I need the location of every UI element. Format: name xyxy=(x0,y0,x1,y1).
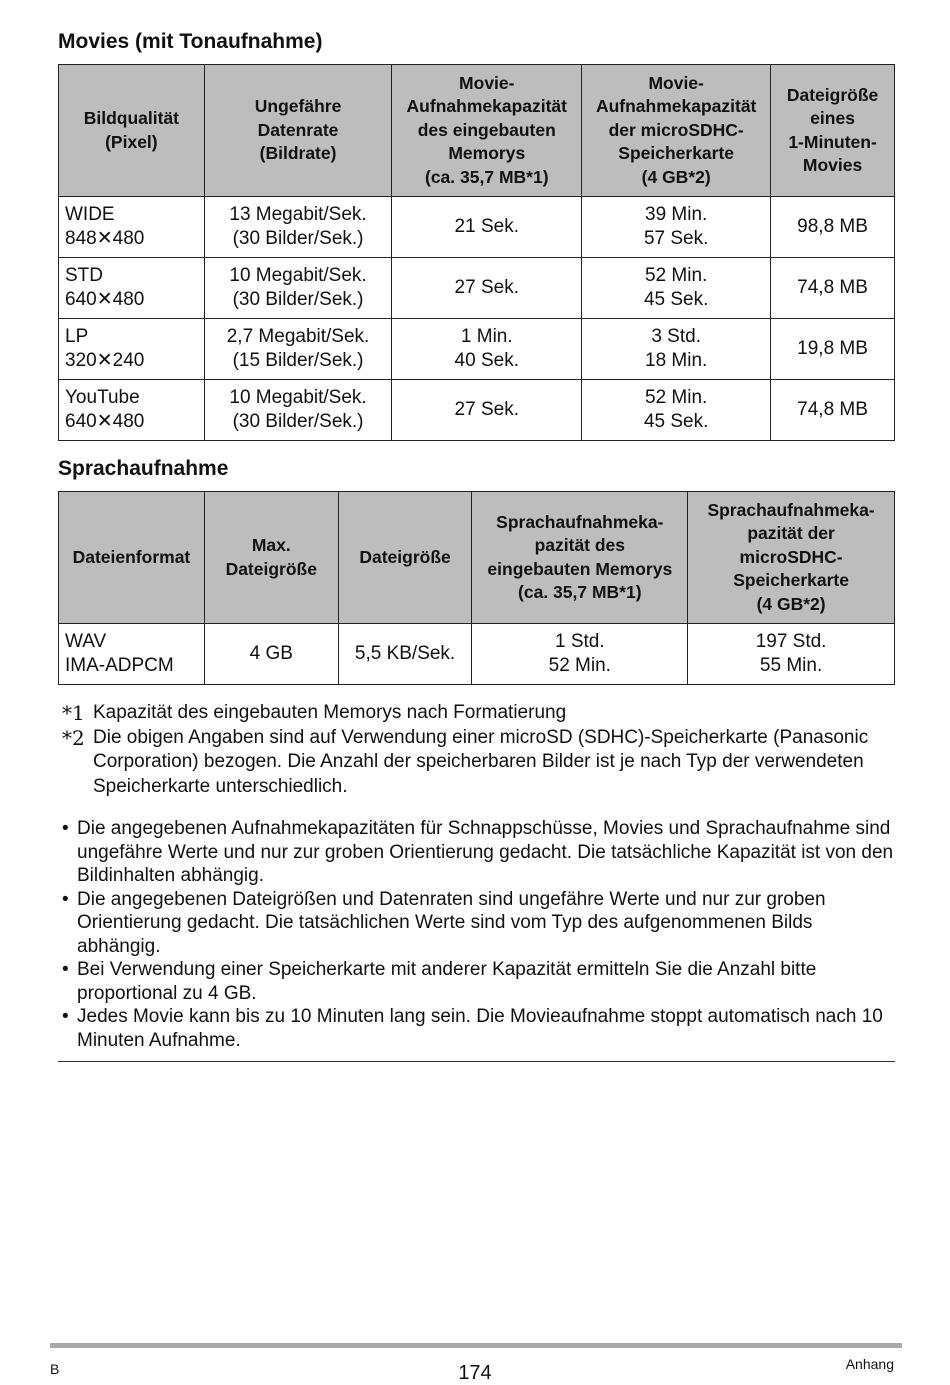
footer-language-code: B xyxy=(50,1361,60,1377)
table-cell: 27 Sek. xyxy=(392,258,582,319)
table-cell: STD 640✕480 xyxy=(59,258,205,319)
table-cell: 1 Std. 52 Min. xyxy=(472,624,688,685)
table-row xyxy=(59,258,895,319)
table-header-row xyxy=(59,65,895,197)
table-cell: 52 Min. 45 Sek. xyxy=(582,380,771,441)
header-kapazitaet-memory: Movie- Aufnahmekapazität des eingebauten Memorys (ca. 35,7 MB*1) xyxy=(392,65,582,197)
section-title-sprachaufnahme: Sprachaufnahme xyxy=(58,457,229,480)
table-row xyxy=(59,380,895,441)
list-item-text: Die angegebenen Aufnahmekapazitäten für Schnappschüsse, Movies und Sprachaufnahme sind ungefähre Werte und nur zur groben Orientierung gedacht. Die tatsächliche Kapazität ist von den Bildinhalten abhängig. xyxy=(77,818,894,886)
table-cell: WIDE 848✕480 xyxy=(59,197,205,258)
footnote-mark: *1 xyxy=(62,701,85,725)
bullet-icon: • xyxy=(62,1006,69,1027)
table-cell: 4 GB xyxy=(204,624,338,685)
footnote-mark: *2 xyxy=(62,725,85,750)
table-cell: 5,5 KB/Sek. xyxy=(338,624,472,685)
list-item-text: Bei Verwendung einer Speicherkarte mit anderer Kapazität ermitteln Sie die Anzahl bitte proportional zu 4 GB. xyxy=(77,959,817,1004)
table-cell: 74,8 MB xyxy=(771,380,895,441)
header-datenrate: Ungefähre Datenrate (Bildrate) xyxy=(204,65,392,197)
table-cell: 1 Min. 40 Sek. xyxy=(392,319,582,380)
list-item xyxy=(62,888,897,959)
bullet-icon: • xyxy=(62,888,69,910)
footnote xyxy=(62,726,902,800)
table-cell: 74,8 MB xyxy=(771,258,895,319)
header-kapazitaet-karte: Movie- Aufnahmekapazität der microSDHC- Speicherkarte (4 GB*2) xyxy=(582,65,771,197)
footer-bar xyxy=(50,1343,902,1348)
table-cell: 13 Megabit/Sek. (30 Bilder/Sek.) xyxy=(204,197,392,258)
footnote-text: Die obigen Angaben sind auf Verwendung einer microSD (SDHC)-Speicherkarte (Panasonic Corporation) bezogen. Die Anzahl der speicherbaren Bilder ist je nach Typ der verwendeten Speicherkarte unterschiedlich. xyxy=(93,726,869,797)
header-kapazitaet-karte: Sprachaufnahmeka- pazität der microSDHC- Speicherkarte (4 GB*2) xyxy=(688,492,895,624)
header-kapazitaet-memory: Sprachaufnahmeka- pazität des eingebauten Memorys (ca. 35,7 MB*1) xyxy=(472,492,688,624)
sprachaufnahme-table xyxy=(58,491,895,685)
table-row xyxy=(59,319,895,380)
table-cell: 39 Min. 57 Sek. xyxy=(582,197,771,258)
table-cell: YouTube 640✕480 xyxy=(59,380,205,441)
hint-list xyxy=(62,817,897,1052)
table-cell: 98,8 MB xyxy=(771,197,895,258)
list-item-text: Die angegebenen Dateigrößen und Datenraten sind ungefähre Werte und nur zur groben Orientierung gedacht. Die tatsächlichen Werte sind vom Typ des aufgenommenen Bilds abhängig. xyxy=(77,888,826,957)
section-title-movies: Movies (mit Tonaufnahme) xyxy=(58,30,323,53)
table-row xyxy=(59,624,895,685)
table-cell: LP 320✕240 xyxy=(59,319,205,380)
table-cell: 10 Megabit/Sek. (30 Bilder/Sek.) xyxy=(204,380,392,441)
table-header-row xyxy=(59,492,895,624)
list-item xyxy=(62,817,897,888)
table-cell: 21 Sek. xyxy=(392,197,582,258)
table-cell: 2,7 Megabit/Sek. (15 Bilder/Sek.) xyxy=(204,319,392,380)
header-bildqualitaet: Bildqualität (Pixel) xyxy=(59,65,205,197)
footnotes xyxy=(62,701,902,799)
list-item xyxy=(62,1005,897,1052)
header-dateienformat: Dateienformat xyxy=(59,492,205,624)
list-item-text: Jedes Movie kann bis zu 10 Minuten lang sein. Die Movieaufnahme stoppt automatisch nach 10 Minuten Aufnahme. xyxy=(77,1006,883,1051)
table-cell: 3 Std. 18 Min. xyxy=(582,319,771,380)
bullet-icon: • xyxy=(62,959,69,980)
footnote-text: Kapazität des eingebauten Memorys nach Formatierung xyxy=(93,702,567,723)
table-cell: 19,8 MB xyxy=(771,319,895,380)
footer-section-label: Anhang xyxy=(845,1356,894,1372)
movies-table xyxy=(58,64,895,441)
divider xyxy=(58,1061,895,1062)
header-max-dateigroesse: Max. Dateigröße xyxy=(204,492,338,624)
footnote xyxy=(62,701,902,726)
list-item xyxy=(62,958,897,1005)
page-number: 174 xyxy=(458,1362,492,1384)
table-cell: 52 Min. 45 Sek. xyxy=(582,258,771,319)
header-dateigroesse: Dateigröße eines 1-Minuten- Movies xyxy=(771,65,895,197)
header-dateigroesse: Dateigröße xyxy=(338,492,472,624)
bullet-icon: • xyxy=(62,818,69,839)
table-cell: WAV IMA-ADPCM xyxy=(59,624,205,685)
table-row xyxy=(59,197,895,258)
table-cell: 197 Std. 55 Min. xyxy=(688,624,895,685)
table-cell: 10 Megabit/Sek. (30 Bilder/Sek.) xyxy=(204,258,392,319)
table-cell: 27 Sek. xyxy=(392,380,582,441)
